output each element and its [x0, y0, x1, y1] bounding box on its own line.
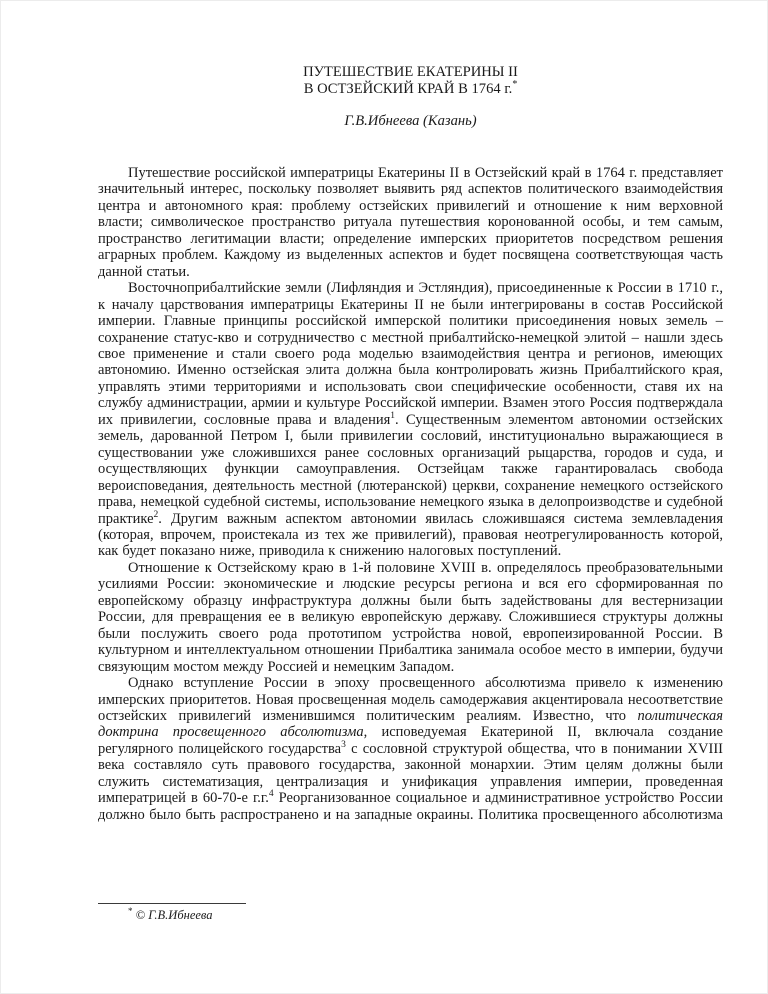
paragraph: Путешествие российской императрицы Екатерины II в Остзейский край в 1764 г. представляет значительный интерес, поскольку позволяет выявить ряд аспектов политического взаимодействия центра и автономного края: проблему остзейских привилегий и отношение к ним верховной власти; символическое пространство ритуала путешествия коронованной особы, и тем самым, пространство легитимации власти; определение имперских приоритетов посредством решения аграрных проблем. Каждому из выделенных аспектов и будет посвящена соответствующая часть данной статьи. [98, 165, 723, 280]
title-line-1: ПУТЕШЕСТВИЕ ЕКАТЕРИНЫ II [303, 64, 518, 80]
page-title [98, 64, 723, 98]
footnote-separator [98, 903, 246, 904]
title-footnote-marker: * [512, 79, 518, 91]
paragraph: Отношение к Остзейскому краю в 1-й половине XVIII в. определялось преобразовательными усилиями России: экономические и людские ресурсы региона и вся его сформированная по европейскому образцу инфраструктура должны были быть задействованы для вестернизации России, для превращения ее в великую европейскую державу. Сложившиеся структуры должны были послужить своего рода прототипом устройства новой, европеизированной России. В культурном и интеллектуальном отношении Прибалтика занимала особое место в империи, будучи связующим мостом между Россией и немецким Западом. [98, 559, 723, 675]
footnote-text [98, 905, 723, 923]
paragraph: Однако вступление России в эпоху просвещенного абсолютизма привело к изменению имперских приоритетов. Новая просвещенная модель самодержавия акцентировала несоответствие остзейских привилегий изменившимся политическим реалиям. Известно, что политическая доктрина просвещенного абсолютизма, исповедуемая Екатериной II, включала создание регулярного полицейского государства$^3$ с сословной структурой общества, что в понимании XVIII века составляло суть правового государства, законной монархии. Этим целям должны были служить систематизация, централизация и унификация управления империи, проведенная императрицей в 60-70-е г.г.$^4$ Реорганизованное социальное и административное устройство России должно было быть распространено и на западные окраины. Политика просвещенного абсолютизма [98, 675, 724, 823]
paragraph: Восточноприбалтийские земли (Лифляндия и Эстляндия), присоединенные к России в 1710 г., к началу царствования императрицы Екатерины II не были интегрированы в состав Российской империи. Главные принципы российской имперской политики присоединения новых земель – сохранение статус-кво и сотрудничество с местной прибалтийско-немецкой элитой – нашли здесь свое применение и стали своего рода моделью взаимодействия центра и регионов, имеющих автономию. Именно остзейская элита должна была контролировать жизнь Прибалтийского края, управлять этими территориями и использовать свои специфические особенности, ставя их на службу администрации, армии и культуре Российской империи. Взамен этого Россия подтверждала их привилегии, сословные права и владения$^1$. Существенным элементом автономии остзейских земель, дарованной Петром I, были привилегии сословий, институционально выражающиеся в существовании уже сложившихся ранее сословных организаций рыцарства, городов и суда, и осуществляющих функции самоуправления. Остзейцам также гарантировалась свобода вероисповедания, деятельность местной (лютеранской) церкви, сохранение немецкого остзейского права, немецкой судебной системы, использование немецкого языка в делопроизводстве и судебной практике$^2$. Другим важным аспектом автономии явилась сложившаяся система землевладения (которая, впрочем, проистекала из тех же привилегий), правовая неотрегулированность которой, как будет показано ниже, приводила к снижению налоговых поступлений. [98, 280, 724, 560]
footnote-area [98, 903, 723, 923]
author-line: Г.В.Ибнеева (Казань) [344, 113, 477, 129]
article-body [98, 165, 723, 823]
footnote-marker: * [128, 905, 133, 916]
footnote-body: © Г.В.Ибнеева [135, 908, 213, 922]
title-line-2: В ОСТЗЕЙСКИЙ КРАЙ В 1764 г. [303, 81, 513, 97]
